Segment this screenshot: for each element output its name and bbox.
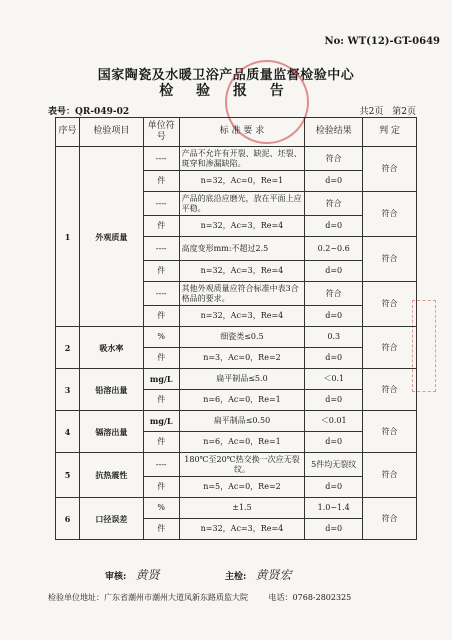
result-cell: d=0 bbox=[305, 216, 363, 237]
sampling-cell: n=6，Ac=0，Re=1 bbox=[179, 390, 305, 411]
result-cell: d=0 bbox=[305, 477, 363, 498]
inspection-table bbox=[55, 117, 417, 540]
col-header-unit: 单位符号 bbox=[143, 118, 179, 147]
unit-cell: mg/L bbox=[143, 369, 179, 390]
result-cell: ＜0.01 bbox=[305, 411, 363, 432]
item-no: 1 bbox=[56, 147, 80, 327]
requirement-cell: ±1.5 bbox=[179, 498, 305, 519]
page-info bbox=[354, 104, 416, 117]
unit-cell: 件 bbox=[143, 390, 179, 411]
table-row bbox=[56, 327, 417, 348]
requirement-cell: 其他外观质量应符合标准中表3合格品的要求。 bbox=[179, 282, 305, 306]
unit-cell: 件 bbox=[143, 348, 179, 369]
unit-cell: ---- bbox=[143, 147, 179, 171]
verdict-cell: 符合 bbox=[363, 327, 417, 369]
table-header-row bbox=[56, 118, 417, 147]
table-row bbox=[56, 498, 417, 519]
result-cell: d=0 bbox=[305, 348, 363, 369]
unit-cell: % bbox=[143, 498, 179, 519]
audit-signature: 黄贤 bbox=[135, 568, 160, 582]
requirement-cell: 细瓷类≤0.5 bbox=[179, 327, 305, 348]
verdict-cell: 符合 bbox=[363, 192, 417, 237]
unit-cell: 件 bbox=[143, 261, 179, 282]
footer-phone: 电话：0768-2802325 bbox=[268, 593, 352, 602]
unit-cell: 件 bbox=[143, 477, 179, 498]
document-title: 检 验 报 告 bbox=[159, 83, 293, 99]
table-row bbox=[56, 369, 417, 390]
footer bbox=[48, 592, 369, 603]
requirement-cell: 产品不允许有开裂、缺泥、坯裂、斑穿和渗漏缺陷。 bbox=[179, 147, 305, 171]
unit-cell: ---- bbox=[143, 237, 179, 261]
unit-cell: % bbox=[143, 327, 179, 348]
sampling-cell: n=6，Ac=0，Re=1 bbox=[179, 432, 305, 453]
total-pages: 共2页 bbox=[359, 107, 384, 117]
item-no: 3 bbox=[56, 369, 80, 411]
col-header-verdict: 判 定 bbox=[363, 118, 417, 147]
item-name: 外观质量 bbox=[79, 147, 143, 327]
verdict-cell: 符合 bbox=[363, 498, 417, 540]
main-inspector-signature-block bbox=[225, 566, 291, 583]
result-cell: d=0 bbox=[305, 390, 363, 411]
col-header-requirement: 标 准 要 求 bbox=[179, 118, 305, 147]
item-no: 4 bbox=[56, 411, 80, 453]
unit-cell: 件 bbox=[143, 216, 179, 237]
requirement-cell: 扁平制品≤5.0 bbox=[179, 369, 305, 390]
result-cell: 符合 bbox=[305, 192, 363, 216]
table-row bbox=[56, 453, 417, 477]
sampling-cell: n=5，Ac=0，Re=2 bbox=[179, 477, 305, 498]
main-inspector-signature: 黄贤宏 bbox=[255, 568, 292, 582]
item-name: 镉溶出量 bbox=[79, 411, 143, 453]
result-cell: d=0 bbox=[305, 171, 363, 192]
unit-cell: 件 bbox=[143, 432, 179, 453]
result-cell: 0.2~0.6 bbox=[305, 237, 363, 261]
report-number: No: WT(12)-GT-0649 bbox=[324, 36, 440, 47]
unit-cell: 件 bbox=[143, 519, 179, 540]
result-cell: 符合 bbox=[305, 282, 363, 306]
table-row bbox=[56, 147, 417, 171]
result-cell: 5件均无裂纹 bbox=[305, 453, 363, 477]
verdict-cell: 符合 bbox=[363, 237, 417, 282]
item-name: 吸水率 bbox=[79, 327, 143, 369]
item-name: 铅溶出量 bbox=[79, 369, 143, 411]
item-no: 2 bbox=[56, 327, 80, 369]
form-number: 表号：QR-049-02 bbox=[48, 107, 130, 117]
unit-cell: ---- bbox=[143, 192, 179, 216]
audit-signature-block bbox=[105, 566, 159, 583]
result-cell: d=0 bbox=[305, 261, 363, 282]
col-header-no: 序号 bbox=[56, 118, 80, 147]
unit-cell: ---- bbox=[143, 453, 179, 477]
sampling-cell: n=32，Ac=0，Re=1 bbox=[179, 171, 305, 192]
item-name: 抗热震性 bbox=[79, 453, 143, 498]
verdict-cell: 符合 bbox=[363, 369, 417, 411]
unit-cell: ---- bbox=[143, 282, 179, 306]
item-name: 口径误差 bbox=[79, 498, 143, 540]
sampling-cell: n=32，Ac=3，Re=4 bbox=[179, 216, 305, 237]
requirement-cell: 180℃至20℃热交换一次应无裂纹。 bbox=[179, 453, 305, 477]
unit-cell: 件 bbox=[143, 306, 179, 327]
table-row bbox=[56, 411, 417, 432]
item-no: 5 bbox=[56, 453, 80, 498]
verdict-cell: 符合 bbox=[363, 411, 417, 453]
result-cell: d=0 bbox=[305, 306, 363, 327]
unit-cell: mg/L bbox=[143, 411, 179, 432]
result-cell: 符合 bbox=[305, 147, 363, 171]
result-cell: 0.3 bbox=[305, 327, 363, 348]
result-cell: 1.0~1.4 bbox=[305, 498, 363, 519]
sampling-cell: n=32，Ac=3，Re=4 bbox=[179, 306, 305, 327]
result-cell: d=0 bbox=[305, 519, 363, 540]
audit-label: 审核: bbox=[105, 572, 127, 582]
current-page: 第2页 bbox=[392, 107, 416, 117]
item-no: 6 bbox=[56, 498, 80, 540]
unit-cell: 件 bbox=[143, 171, 179, 192]
sampling-cell: n=32，Ac=3，Re=4 bbox=[179, 261, 305, 282]
sampling-cell: n=32，Ac=3，Re=4 bbox=[179, 519, 305, 540]
verdict-cell: 符合 bbox=[363, 147, 417, 192]
requirement-cell: 扁平制品≤0.50 bbox=[179, 411, 305, 432]
verdict-cell: 符合 bbox=[363, 453, 417, 498]
verdict-cell: 符合 bbox=[363, 282, 417, 327]
requirement-cell: 产品的底沿应磨光，放在平面上应平稳。 bbox=[179, 192, 305, 216]
result-cell: d=0 bbox=[305, 432, 363, 453]
sampling-cell: n=3，Ac=0，Re=2 bbox=[179, 348, 305, 369]
organization-title: 国家陶瓷及水暖卫浴产品质量监督检验中心 bbox=[97, 68, 355, 83]
main-inspector-label: 主检: bbox=[225, 572, 247, 582]
requirement-cell: 高度变形mm:不超过2.5 bbox=[179, 237, 305, 261]
result-cell: ＜0.1 bbox=[305, 369, 363, 390]
col-header-result: 检验结果 bbox=[305, 118, 363, 147]
col-header-item: 检验项目 bbox=[79, 118, 143, 147]
footer-address: 检验单位地址：广东省潮州市潮州大道凤新东路质监大院 bbox=[48, 593, 248, 602]
